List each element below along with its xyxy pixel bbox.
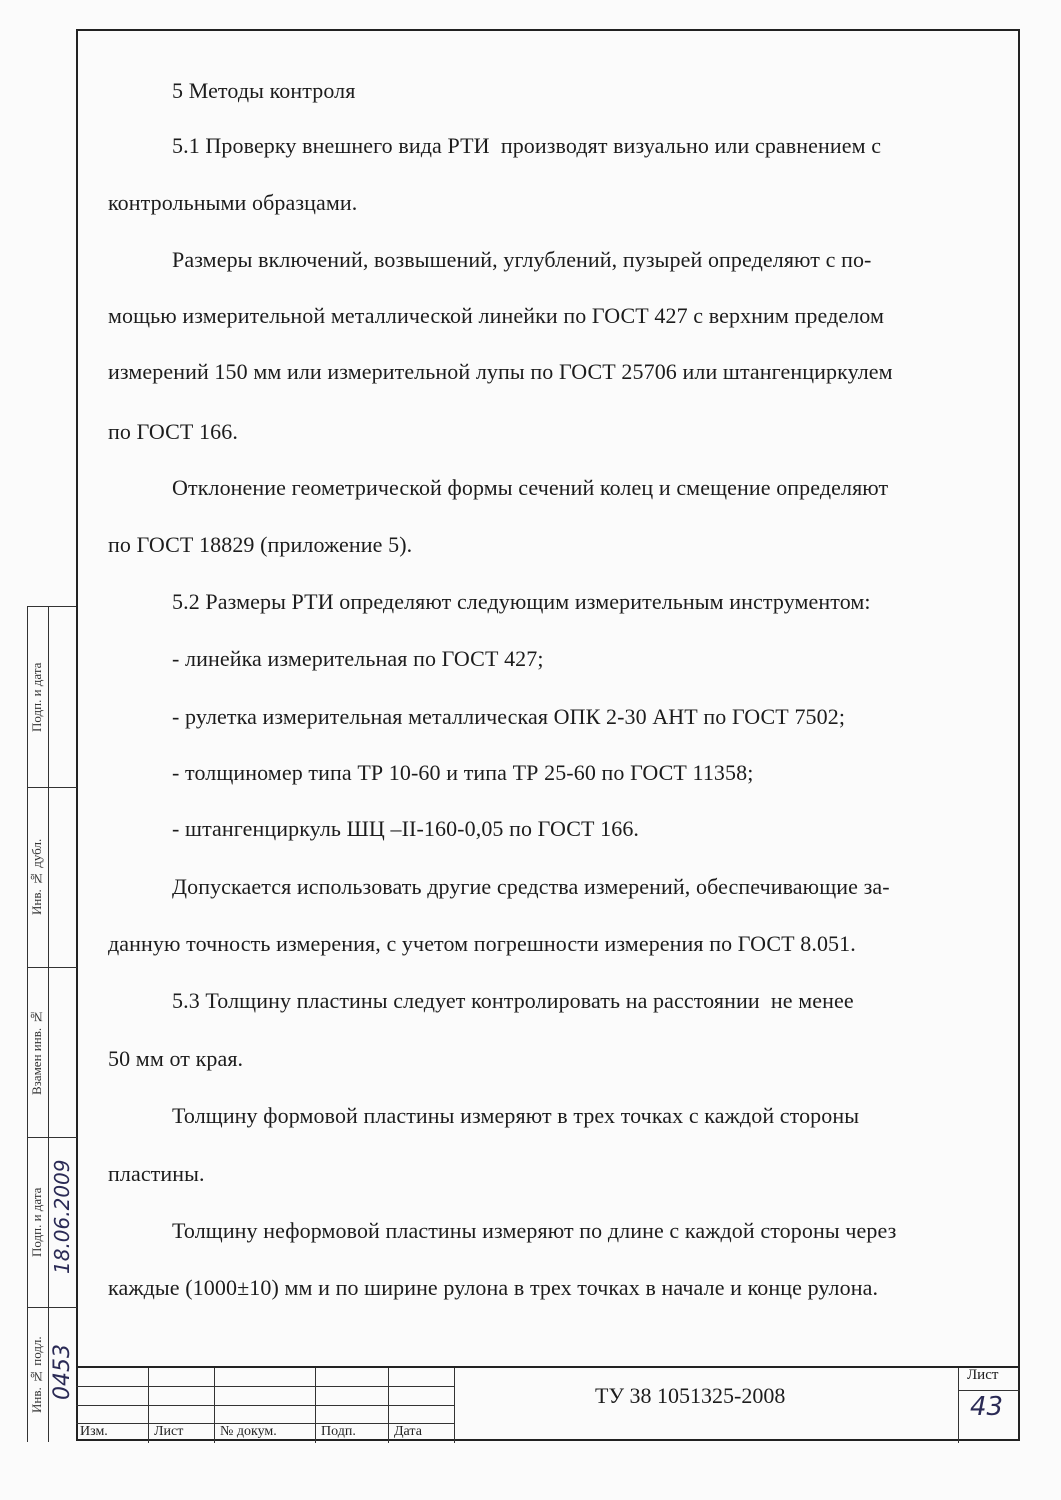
col-label-sheet: Лист <box>154 1424 184 1439</box>
title-block-col-line <box>315 1368 316 1443</box>
section-heading: 5 Методы контроля <box>172 78 356 103</box>
list-item: - линейка измерительная по ГОСТ 427; <box>172 646 544 671</box>
text-line: по ГОСТ 166. <box>108 419 238 444</box>
col-label-date: Дата <box>394 1424 422 1439</box>
side-label-original-inventory: Инв. № подл. <box>29 1336 44 1414</box>
text-line: 5.2 Размеры РТИ определяют следующим измерительным инструментом: <box>172 589 871 614</box>
title-block-row-line <box>958 1390 1020 1391</box>
sheet-label: Лист <box>967 1367 999 1383</box>
col-label-change: Изм. <box>80 1424 108 1439</box>
side-label-dup-inventory: Инв. № дубл. <box>29 838 44 916</box>
text-line: мощью измерительной металлической линейки по ГОСТ 427 с верхним пределом <box>108 303 885 328</box>
title-block-col-line <box>214 1368 215 1443</box>
side-label-replacement-inventory: Взамен инв. № <box>29 1009 44 1095</box>
text-line: Допускается использовать другие средства измерений, обеспечивающие за- <box>172 874 890 899</box>
text-line: контрольными образцами. <box>108 190 358 215</box>
text-line: Отклонение геометрической формы сечений колец и смещение определяют <box>172 475 889 500</box>
document-number: ТУ 38 1051325-2008 <box>595 1383 786 1408</box>
sheet-number: 43 <box>970 1392 1004 1422</box>
title-block-row-line <box>76 1405 454 1406</box>
col-label-doc-number: № докум. <box>220 1424 277 1439</box>
title-block-col-line <box>454 1368 455 1443</box>
text-line: каждые (1000±10) мм и по ширине рулона в трех точках в начале и конце рулона. <box>108 1275 879 1300</box>
text-line: данную точность измерения, с учетом погрешности измерения по ГОСТ 8.051. <box>108 931 856 956</box>
text-line: Толщину формовой пластины измеряют в трех точках с каждой стороны <box>172 1103 860 1128</box>
title-block <box>76 1366 1020 1441</box>
text-line: пластины. <box>108 1161 205 1186</box>
list-item: - рулетка измерительная металлическая ОПК 2-30 АНТ по ГОСТ 7502; <box>172 704 846 729</box>
title-block-col-line <box>958 1368 959 1443</box>
title-block-row-line <box>76 1386 454 1387</box>
list-item: - толщиномер типа ТР 10-60 и типа ТР 25-60 по ГОСТ 11358; <box>172 760 754 785</box>
col-label-signature: Подп. <box>321 1424 356 1439</box>
text-line: Толщину неформовой пластины измеряют по длине с каждой стороны через <box>172 1218 897 1243</box>
handwritten-signature-date: 18.06.2009 <box>50 1159 74 1275</box>
list-item: - штангенциркуль ШЦ –II-160-0,05 по ГОСТ 166. <box>172 816 640 841</box>
side-divider <box>48 607 49 1442</box>
side-label-sign-date: Подп. и дата <box>29 662 44 732</box>
text-line: 5.1 Проверку внешнего вида РТИ производят визуально или сравнением с <box>172 133 882 158</box>
side-stamp <box>27 606 76 1442</box>
title-block-col-line <box>388 1368 389 1443</box>
text-line: Размеры включений, возвышений, углублений, пузырей определяют с по- <box>172 247 872 272</box>
text-line: 50 мм от края. <box>108 1046 244 1071</box>
text-line: по ГОСТ 18829 (приложение 5). <box>108 532 413 557</box>
title-block-col-line <box>148 1368 149 1443</box>
handwritten-inventory-number: 0453 <box>50 1344 75 1400</box>
text-line: 5.3 Толщину пластины следует контролировать на расстоянии не менее <box>172 988 854 1013</box>
text-line: измерений 150 мм или измерительной лупы по ГОСТ 25706 или штангенциркулем <box>108 359 893 384</box>
side-label-sign-date-2: Подп. и дата <box>29 1187 44 1257</box>
